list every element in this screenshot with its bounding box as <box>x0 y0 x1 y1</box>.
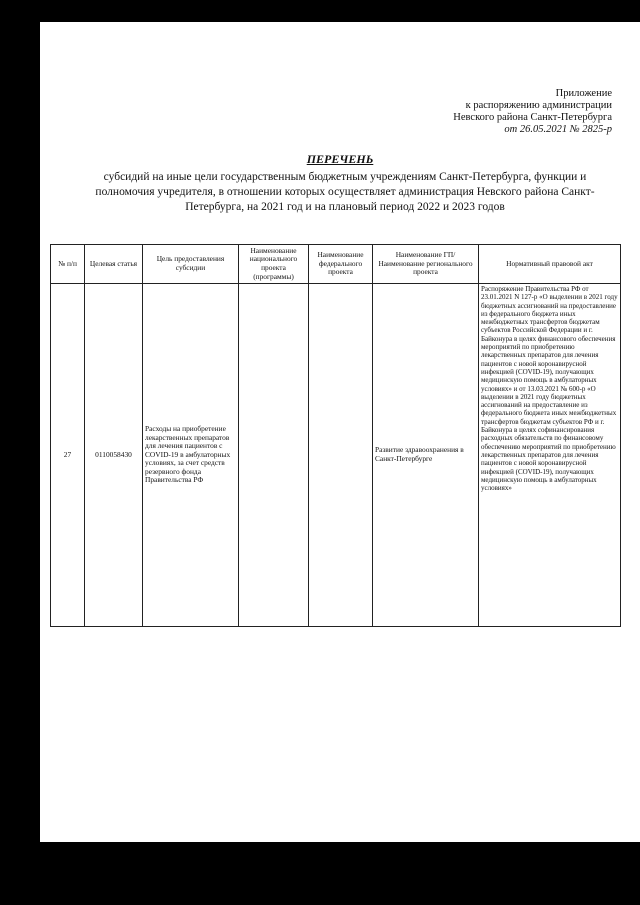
appendix-line-3: Невского района Санкт-Петербурга <box>453 112 612 123</box>
cell-federal-project <box>309 284 373 627</box>
header-purpose: Цель предоставления субсидии <box>143 245 239 284</box>
appendix-block <box>372 88 612 136</box>
table-header-row <box>51 245 621 284</box>
header-code: Целевая статья <box>85 245 143 284</box>
cell-act: Распоряжение Правительства РФ от 23.01.2021 N 127-р «О выделении в 2021 году бюджетных ассигнований на предоставление из федерального бюджета иных межбюджетных трансфертов бюджетам субъектов Российской Федерации и г. Байконура в целях финансового обеспечения мероприятий по приобретению лекарственных препаратов для лечения пациентов с новой коронавирусной инфекцией (COVID-19), получающих медицинскую помощь в амбулаторных условиях» и от 13.03.2021 № 600-р «О выделении в 2021 году бюджетных ассигнований на предоставление из федерального бюджета иных межбюджетных трансфертов бюджетам субъектов РФ и г. Байконура в целях софинансирования расходных обязательств по финансовому обеспечению мероприятий по приобретению лекарственных препаратов для лечения пациентов с новой коронавирусной инфекцией (COVID-19), получающих медицинскую помощь в амбулаторных условиях» <box>479 284 621 627</box>
header-num: № п/п <box>51 245 85 284</box>
cell-national-project <box>239 284 309 627</box>
appendix-line-1: Приложение <box>555 88 612 99</box>
document-page <box>40 22 640 842</box>
cell-code: 0110058430 <box>85 284 143 627</box>
cell-gp: Развитие здравоохранения в Санкт-Петербурге <box>373 284 479 627</box>
document-subtitle: субсидий на иные цели государственным бюджетным учреждениям Санкт-Петербурга, функции и полномочия учредителя, в отношении которых осуществляет администрация Невского района Санкт-Петербурга, на 2021 год и на плановый период 2022 и 2023 годов <box>95 171 595 213</box>
appendix-line-2: к распоряжению администрации <box>465 100 612 111</box>
cell-num: 27 <box>51 284 85 627</box>
header-gp: Наименование ГП/Наименование регионального проекта <box>373 245 479 284</box>
header-act: Нормативный правовой акт <box>479 245 621 284</box>
header-national-project: Наименование национального проекта (программы) <box>239 245 309 284</box>
document-title: ПЕРЕЧЕНЬ <box>306 152 374 166</box>
appendix-date-number: от 26.05.2021 № 2825-р <box>504 124 612 135</box>
table-row <box>51 284 621 627</box>
cell-purpose: Расходы на приобретение лекарственных препаратов для лечения пациентов с COVID-19 в амбулаторных условиях, за счет средств резервного фонда Правительства РФ <box>143 284 239 627</box>
subsidy-table <box>50 244 621 627</box>
header-federal-project: Наименование федерального проекта <box>309 245 373 284</box>
